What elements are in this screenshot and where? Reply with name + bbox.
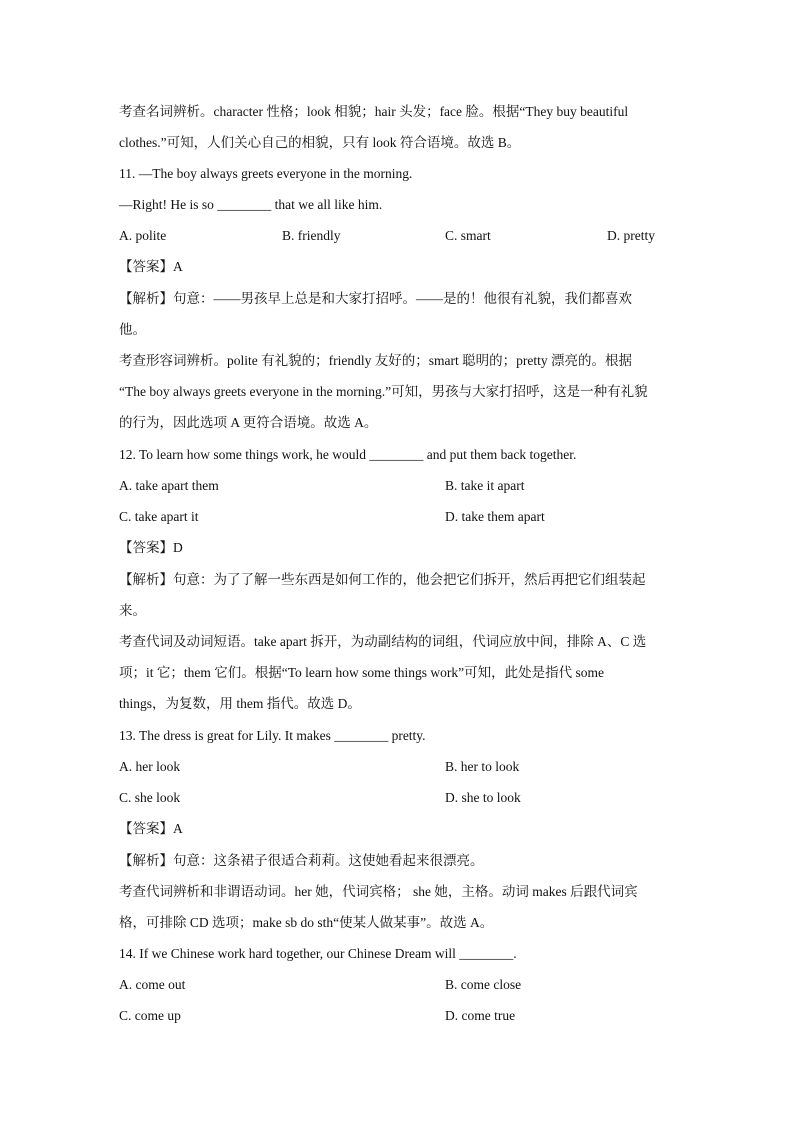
intro-line-1: 考查名词辨析。character 性格；look 相貌；hair 头发；face 脸。根据“They buy beautiful: [119, 104, 629, 119]
question-11-analysis-5: 的行为，因此选项 A 更符合语境。故选 A。: [119, 415, 378, 430]
question-13-option-d: D. she to look: [445, 790, 521, 805]
question-12-option-c: C. take apart it: [119, 509, 199, 524]
question-12-answer: 【答案】D: [119, 540, 183, 555]
question-13-analysis-2: 考查代词辨析和非谓语动词。her 她，代词宾格； she 她，主格。动词 makes 后跟代词宾: [119, 884, 638, 899]
question-12-option-a: A. take apart them: [119, 478, 219, 493]
question-11-answer: 【答案】A: [119, 259, 183, 274]
question-14-option-d: D. come true: [445, 1008, 516, 1023]
question-11-stem: 11. —The boy always greets everyone in the morning.: [119, 166, 413, 181]
question-11-option-b: B. friendly: [282, 228, 341, 243]
question-11-analysis-3: 考查形容词辨析。polite 有礼貌的；friendly 友好的；smart 聪明的；pretty 漂亮的。根据: [119, 353, 632, 368]
question-14-option-c: C. come up: [119, 1008, 181, 1023]
question-12-analysis-2: 来。: [119, 603, 146, 618]
question-12-analysis-4: 项；it 它；them 它们。根据“To learn how some things work”可知，此处是指代 some: [119, 665, 605, 680]
question-12-analysis-5: things，为复数，用 them 指代。故选 D。: [119, 696, 361, 711]
question-13-analysis-3: 格，可排除 CD 选项；make sb do sth“使某人做某事”。故选 A。: [119, 915, 494, 930]
question-12-stem: 12. To learn how some things work, he would ________ and put them back together.: [119, 447, 577, 462]
question-13-option-c: C. she look: [119, 790, 181, 805]
question-11-analysis-4: “The boy always greets everyone in the morning.”可知，男孩与大家打招呼，这是一种有礼貌: [119, 384, 648, 399]
question-14-stem: 14. If we Chinese work hard together, our Chinese Dream will ________.: [119, 946, 517, 961]
question-12-option-d: D. take them apart: [445, 509, 545, 524]
question-12-analysis-3: 考查代词及动词短语。take apart 拆开，为动副结构的词组，代词应放中间，排除 A、C 选: [119, 634, 647, 649]
question-13-option-a: A. her look: [119, 759, 181, 774]
question-11-option-a: A. polite: [119, 228, 167, 243]
question-11-stem-reply: —Right! He is so ________ that we all like him.: [119, 197, 383, 212]
question-11-option-d: D. pretty: [607, 228, 655, 243]
question-12-option-b: B. take it apart: [445, 478, 525, 493]
question-11-option-c: C. smart: [445, 228, 491, 243]
question-14-option-b: B. come close: [445, 977, 522, 992]
question-12-analysis-1: 【解析】句意：为了了解一些东西是如何工作的，他会把它们拆开，然后再把它们组装起: [119, 572, 646, 587]
question-13-stem: 13. The dress is great for Lily. It makes ________ pretty.: [119, 728, 426, 743]
question-13-option-b: B. her to look: [445, 759, 520, 774]
question-14-option-a: A. come out: [119, 977, 186, 992]
question-13-analysis-1: 【解析】句意：这条裙子很适合莉莉。这使她看起来很漂亮。: [119, 853, 484, 868]
question-13-answer: 【答案】A: [119, 821, 183, 836]
intro-line-2: clothes.”可知，人们关心自己的相貌，只有 look 符合语境。故选 B。: [119, 135, 521, 150]
question-11-analysis-2: 他。: [119, 322, 146, 337]
question-11-analysis-1: 【解析】句意：——男孩早上总是和大家打招呼。——是的！他很有礼貌，我们都喜欢: [119, 291, 632, 306]
